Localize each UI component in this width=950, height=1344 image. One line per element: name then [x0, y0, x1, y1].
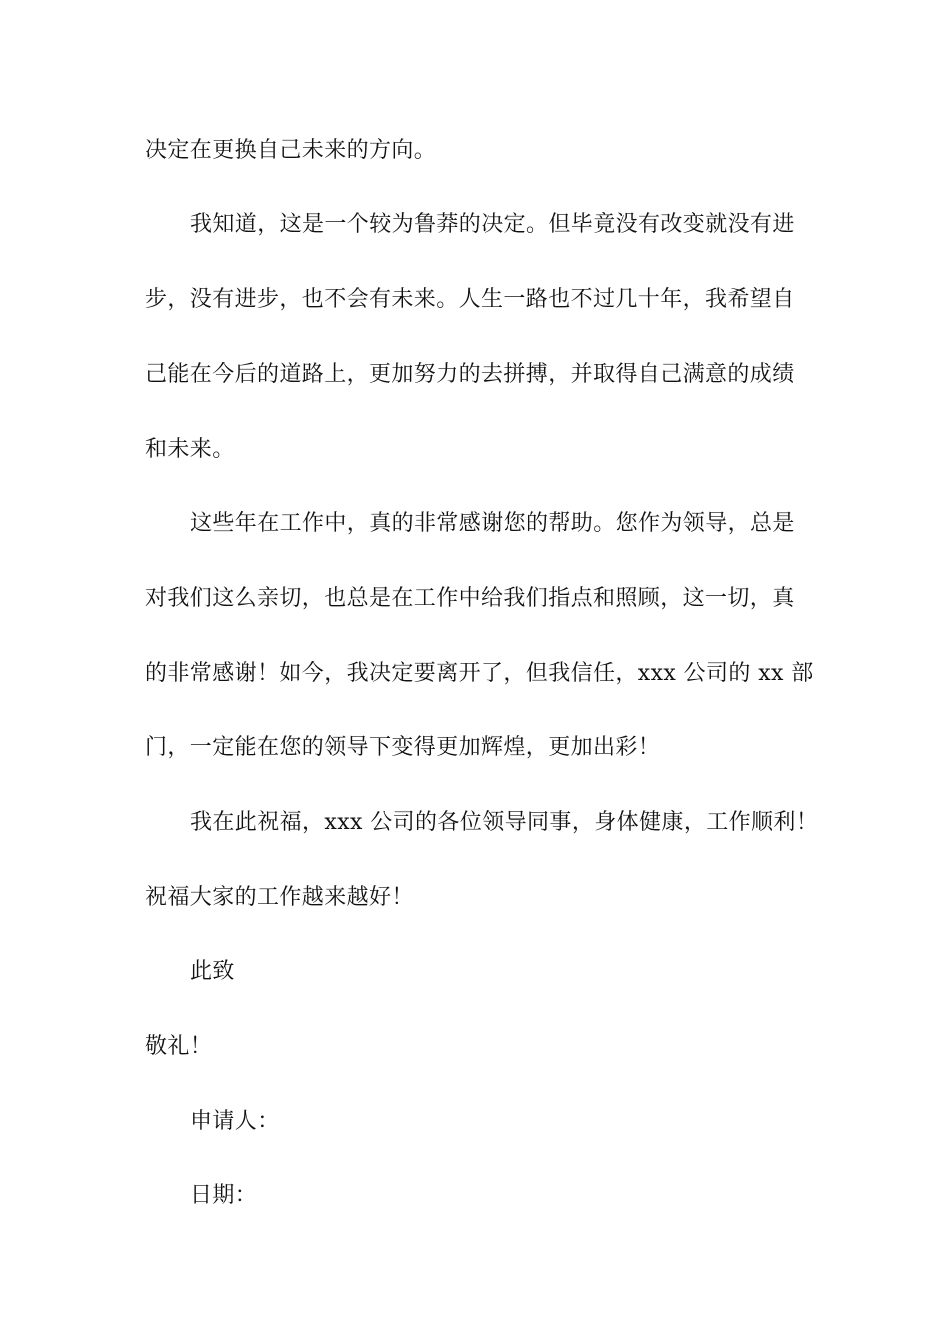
closing-regards: 敬礼！ — [145, 1034, 213, 1059]
paragraph-line: 步，没有进步，也不会有未来。人生一路也不过几十年，我希望自 — [145, 287, 795, 312]
paragraph-line: 对我们这么亲切，也总是在工作中给我们指点和照顾，这一切，真 — [145, 586, 795, 611]
paragraph-line: 祝福大家的工作越来越好！ — [145, 885, 414, 910]
paragraph-line: 我在此祝福，xxx 公司的各位领导同事，身体健康，工作顺利！ — [190, 810, 819, 835]
closing-salutation: 此致 — [190, 959, 235, 984]
paragraph-line: 己能在今后的道路上，更加努力的去拼搏，并取得自己满意的成绩 — [145, 362, 795, 387]
paragraph-line: 决定在更换自己未来的方向。 — [145, 138, 437, 163]
paragraph-line: 和未来。 — [145, 437, 235, 462]
paragraph-line: 我知道，这是一个较为鲁莽的决定。但毕竟没有改变就没有进 — [190, 212, 795, 237]
paragraph-line: 的非常感谢！如今，我决定要离开了，但我信任，xxx 公司的 xx 部 — [145, 661, 814, 686]
paragraph-line: 门，一定能在您的领导下变得更加辉煌，更加出彩！ — [145, 735, 661, 760]
paragraph-line: 这些年在工作中，真的非常感谢您的帮助。您作为领导，总是 — [190, 511, 795, 536]
applicant-label: 申请人： — [190, 1109, 280, 1134]
date-label: 日期： — [190, 1183, 258, 1208]
